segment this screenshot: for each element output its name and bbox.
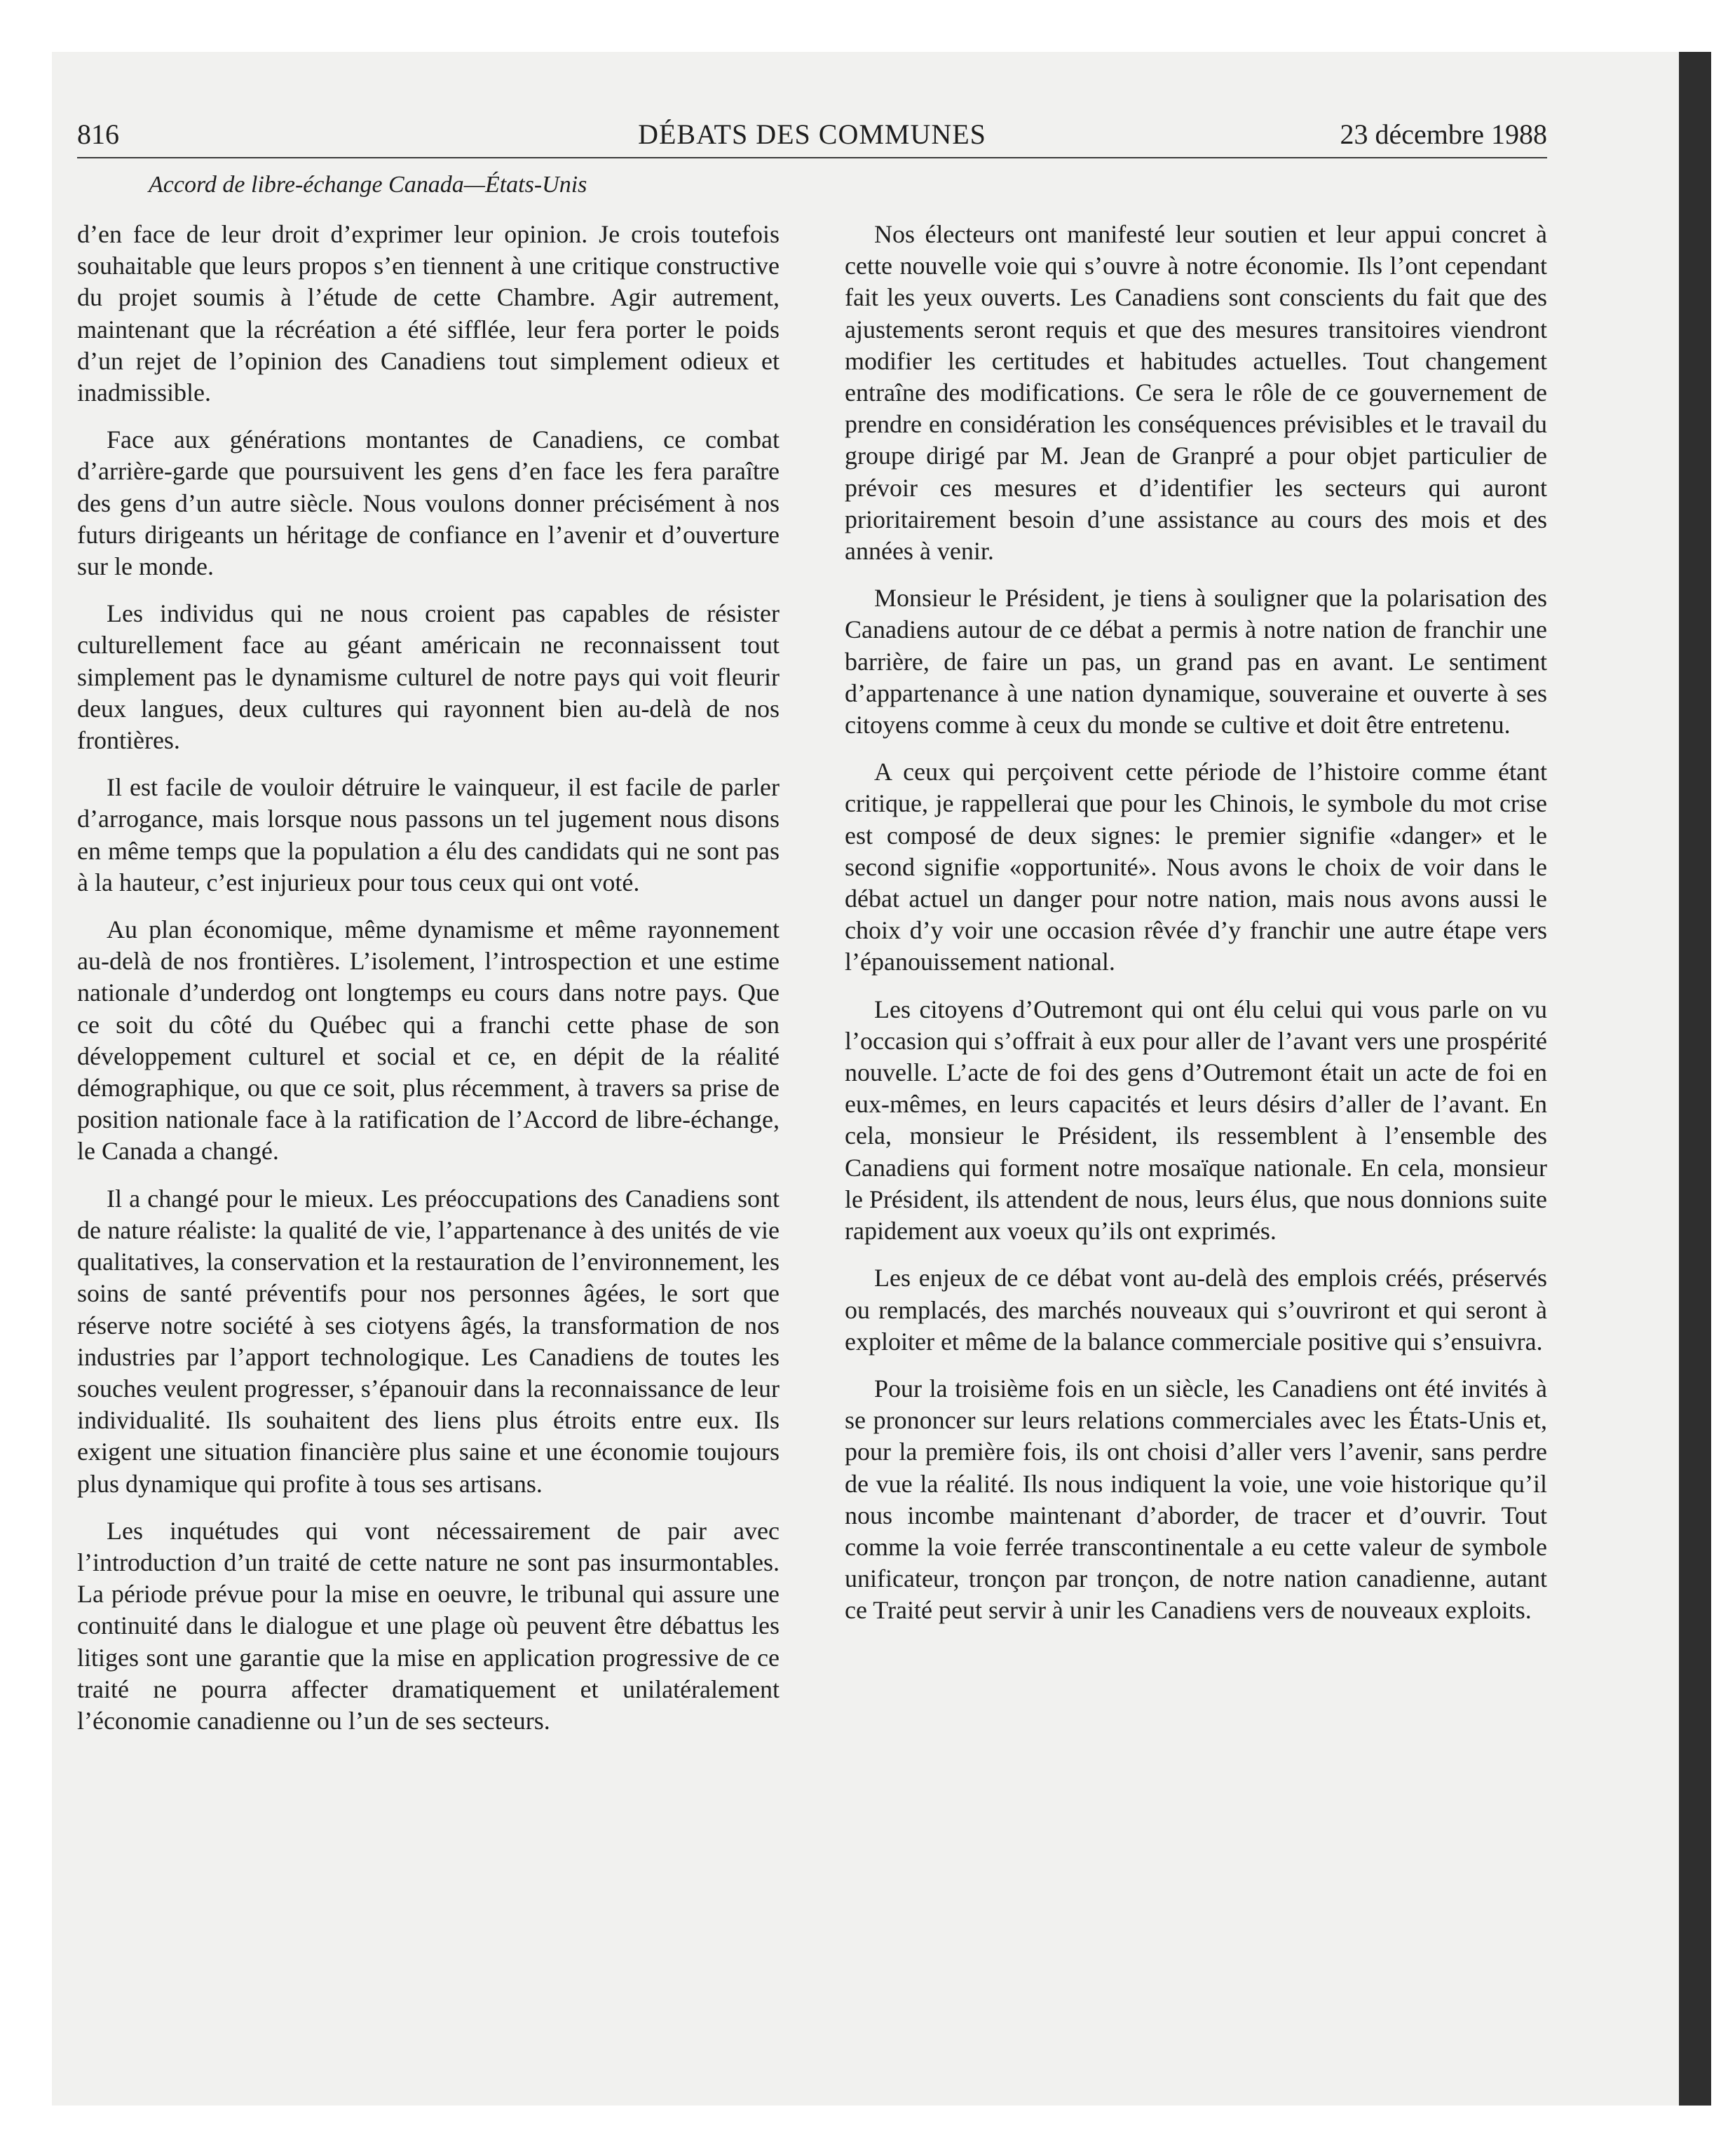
publication-title: DÉBATS DES COMMUNES	[638, 118, 986, 150]
paragraph: Face aux générations montantes de Canadiens, ce combat d’arrière-garde que poursuivent les gens d’en face les fera paraître des gens d’un autre siècle. Nous voulons donner précisément à nos futurs dirigeants un héritage de confiance en l’avenir et d’ouverture sur le monde.	[77, 425, 780, 581]
right-text-column	[845, 219, 1547, 1642]
section-subheading: Accord de libre-échange Canada—États-Unis	[149, 172, 587, 198]
page-binding-edge	[1679, 52, 1711, 2106]
paragraph: Nos électeurs ont manifesté leur soutien et leur appui concret à cette nouvelle voie qui s’ouvre à notre économie. Ils l’ont cependant fait les yeux ouverts. Les Canadiens sont conscients du fait que des ajustements seront requis et que des mesures transitoires viendront modifier les certitudes et habitudes actuelles. Tout changement entraîne des modifications. Ce sera le rôle de ce gouvernement de prendre en considération les conséquences prévisibles et le travail du groupe dirigé par M. Jean de Granpré a pour objet particulier de prévoir ces mesures et d’identifier les secteurs qui auront prioritairement besoin d’une assistance au cours des mois et des années à venir.	[845, 220, 1547, 566]
paragraph: Les individus qui ne nous croient pas capables de résister culturellement face au géant américain ne reconnaissent tout simplement pas le dynamisme culturel de notre pays qui voit fleurir deux langues, deux cultures qui rayonnent bien au-delà de nos frontières.	[77, 599, 780, 755]
paragraph: Les enjeux de ce débat vont au-delà des emplois créés, préservés ou remplacés, des marchés nouveaux qui s’ouvriront et qui seront à exploiter et même de la balance commerciale positive qui s’ensuivra.	[845, 1264, 1547, 1356]
paragraph: d’en face de leur droit d’exprimer leur opinion. Je crois toutefois souhaitable que leurs propos s’en tiennent à une critique constructive du projet soumis à l’étude de cette Chambre. Agir autrement, maintenant que la récréation a été sifflée, leur fera porter le poids d’un rejet de l’opinion des Canadiens tout simplement odieux et inadmissible.	[77, 220, 780, 407]
left-text-column	[77, 219, 780, 1752]
paragraph: Il a changé pour le mieux. Les préoccupations des Canadiens sont de nature réaliste: la qualité de vie, l’appartenance à des unités de vie qualitatives, la conservation et la restauration de l’environnement, les soins de santé préventifs pour nos personnes âgées, le sort que réserve notre société à ses ciotyens âgés, la transformation de nos industries par l’apport technologique. Les Canadiens de toutes les souches veulent progresser, s’épanouir dans la reconnaissance de leur individualité. Ils souhaitent des liens plus étroits entre eux. Ils exigent une situation financière plus saine et une économie toujours plus dynamique qui profite à tous ses artisans.	[77, 1184, 780, 1498]
paragraph: Pour la troisième fois en un siècle, les Canadiens ont été invités à se prononcer sur leurs relations commerciales avec les États-Unis et, pour la première fois, ils ont choisi d’aller vers l’avenir, sans perdre de vue la réalité. Ils nous indiquent la voie, une voie historique qu’il nous incombe maintenant d’aborder, de tracer et d’ouvrir. Tout comme la voie ferrée transcontinentale a eu cette valeur de symbole unificateur, tronçon par tronçon, de notre nation canadienne, autant ce Traité peut servir à unir les Canadiens vers de nouveaux exploits.	[845, 1374, 1547, 1625]
sitting-date: 23 décembre 1988	[1340, 118, 1547, 150]
paragraph: Les citoyens d’Outremont qui ont élu celui qui vous parle on vu l’occasion qui s’offrait à eux pour aller de l’avant vers une prospérité nouvelle. L’acte de foi des gens d’Outremont était un acte de foi en eux-mêmes, en leurs capacités et leurs désirs d’aller de l’avant. En cela, monsieur le Président, ils ressemblent à l’ensemble des Canadiens qui forment notre mosaïque nationale. En cela, monsieur le Président, ils attendent de nous, leurs élus, que nous donnions suite rapidement aux voeux qu’ils ont exprimés.	[845, 995, 1547, 1246]
paragraph: A ceux qui perçoivent cette période de l’histoire comme étant critique, je rappellerai que pour les Chinois, le symbole du mot crise est composé de deux signes: le premier signifie «danger» et le second signifie «opportunité». Nous avons le choix de voir dans le débat actuel un danger pour notre nation, mais nous avons aussi le choix d’y voir une occasion rêvée d’y franchir une autre étape vers l’épanouissement national.	[845, 758, 1547, 976]
page-number: 816	[77, 118, 119, 150]
paragraph: Monsieur le Président, je tiens à souligner que la polarisation des Canadiens autour de ce débat a permis à notre nation de franchir une barrière, de faire un pas, un grand pas en avant. Le sentiment d’appartenance à une nation dynamique, souveraine et ouverte à ses citoyens comme à ceux du monde se cultive et doit être entretenu.	[845, 584, 1547, 739]
paragraph: Au plan économique, même dynamisme et même rayonnement au-delà de nos frontières. L’isolement, l’introspection et une estime nationale d’underdog ont longtemps eu cours dans notre pays. Que ce soit du côté du Québec qui a franchi cette phase de son développement culturel et social et ce, en dépit de la réalité démographique, ou que ce soit, plus récemment, à travers sa prise de position nationale face à la ratification de l’Accord de libre-échange, le Canada a changé.	[77, 915, 780, 1166]
running-header	[77, 112, 1547, 158]
paragraph: Il est facile de vouloir détruire le vainqueur, il est facile de parler d’arrogance, mais lorsque nous passons un tel jugement nous disons en même temps que la population a élu des candidats qui ne sont pas à la hauteur, c’est injurieux pour tous ceux qui ont voté.	[77, 773, 780, 896]
paragraph: Les inquétudes qui vont nécessairement de pair avec l’introduction d’un traité de cette nature ne sont pas insurmontables. La période prévue pour la mise en oeuvre, le tribunal qui assure une continuité dans le dialogue et une plage où peuvent être débattus les litiges sont une garantie que la mise en application progressive de ce traité ne pourra affecter dramatiquement et unilatéralement l’économie canadienne ou l’un de ses secteurs.	[77, 1516, 780, 1735]
